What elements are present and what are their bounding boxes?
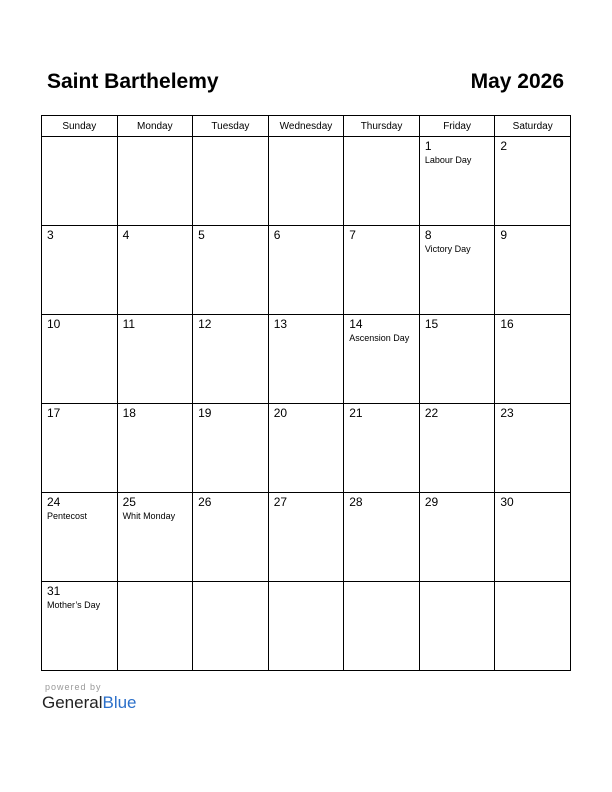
week-row: [42, 315, 571, 404]
day-cell-content: [420, 493, 495, 509]
week-row: [42, 404, 571, 493]
day-number: 7: [349, 228, 356, 242]
empty-day-cell: [344, 582, 420, 671]
day-number: 10: [47, 317, 61, 331]
holiday-label: Pentecost: [47, 511, 88, 521]
day-cell-content: [193, 226, 268, 242]
day-cell: [42, 404, 118, 493]
day-number: 1: [424, 139, 432, 153]
day-number: 29: [424, 495, 439, 509]
day-cell: [268, 493, 344, 582]
day-number: 31: [47, 584, 61, 598]
day-cell-content: [42, 137, 117, 140]
day-cell-content: [495, 493, 570, 509]
day-cell: [495, 315, 571, 404]
empty-day-cell: [42, 137, 118, 226]
day-number: 24: [47, 495, 61, 509]
day-cell: [193, 493, 269, 582]
day-number: 15: [424, 317, 439, 331]
empty-day-cell: [193, 137, 269, 226]
day-cell: [268, 226, 344, 315]
day-cell: [495, 226, 571, 315]
day-cell-content: [269, 315, 344, 331]
empty-day-cell: [268, 137, 344, 226]
day-cell: [268, 404, 344, 493]
day-cell-content: [193, 137, 268, 140]
day-number: 11: [122, 317, 136, 331]
day-number: 28: [349, 495, 363, 509]
day-cell-content: [42, 226, 117, 242]
weekday-tuesday: Tuesday: [193, 116, 269, 137]
week-row: [42, 493, 571, 582]
day-cell: [419, 493, 495, 582]
day-cell: [42, 315, 118, 404]
day-number: 25: [122, 495, 136, 509]
day-cell-content: [495, 315, 570, 331]
day-cell-content: [269, 404, 344, 420]
day-cell: [193, 404, 269, 493]
day-cell: [495, 404, 571, 493]
day-number: 18: [122, 406, 136, 420]
day-number: 17: [47, 406, 61, 420]
day-cell-content: [42, 582, 117, 612]
day-cell-content: [344, 315, 419, 345]
day-number: 20: [273, 406, 288, 420]
day-cell: [117, 404, 193, 493]
day-cell: [419, 226, 495, 315]
day-number: 26: [198, 495, 212, 509]
day-cell-content: [420, 582, 495, 585]
day-cell: [419, 137, 495, 226]
day-cell-content: [118, 493, 193, 523]
empty-day-cell: [344, 137, 420, 226]
day-cell-content: [42, 404, 117, 420]
day-number: 3: [47, 228, 54, 242]
day-number: 30: [500, 495, 514, 509]
day-cell: [419, 404, 495, 493]
day-cell-content: [118, 137, 193, 140]
holiday-label: Victory Day: [424, 244, 471, 254]
weekday-sunday: Sunday: [42, 116, 118, 137]
day-number: 12: [198, 317, 212, 331]
weekday-header-row: [42, 116, 571, 137]
brand-general-text: General: [42, 693, 103, 712]
calendar-header: [42, 70, 570, 98]
day-cell-content: [269, 137, 344, 140]
powered-by-text: powered by: [45, 682, 102, 692]
day-cell-content: [344, 493, 419, 509]
day-cell: [344, 315, 420, 404]
day-cell-content: [420, 137, 495, 167]
brand-blue-text: Blue: [102, 693, 137, 712]
day-cell-content: [420, 315, 495, 331]
day-cell-content: [118, 226, 193, 242]
holiday-label: Whit Monday: [122, 511, 176, 521]
day-cell: [495, 137, 571, 226]
day-number: 27: [273, 495, 288, 509]
day-number: 14: [349, 317, 363, 331]
empty-day-cell: [193, 582, 269, 671]
day-number: 23: [500, 406, 514, 420]
weekday-wednesday: Wednesday: [268, 116, 344, 137]
day-cell-content: [269, 582, 344, 585]
day-number: 19: [198, 406, 212, 420]
holiday-label: Labour Day: [424, 155, 472, 165]
day-cell: [344, 493, 420, 582]
day-cell-content: [118, 315, 193, 331]
day-cell-content: [269, 493, 344, 509]
day-cell: [42, 493, 118, 582]
weekday-monday: Monday: [117, 116, 193, 137]
day-cell: [193, 226, 269, 315]
empty-day-cell: [268, 582, 344, 671]
day-number: 9: [500, 228, 508, 242]
day-cell-content: [495, 404, 570, 420]
day-cell-content: [193, 404, 268, 420]
day-cell-content: [118, 582, 193, 585]
day-cell-content: [344, 582, 419, 585]
region-title: Saint Barthelemy: [47, 70, 219, 93]
day-cell-content: [42, 315, 117, 331]
day-number: 21: [349, 406, 363, 420]
day-cell-content: [344, 137, 419, 140]
day-cell: [42, 226, 118, 315]
day-cell-content: [495, 137, 570, 153]
weekday-thursday: Thursday: [344, 116, 420, 137]
day-cell-content: [420, 404, 495, 420]
week-row: [42, 582, 571, 671]
day-cell-content: [344, 226, 419, 242]
day-number: 16: [500, 317, 514, 331]
day-cell: [117, 315, 193, 404]
day-cell: [42, 582, 118, 671]
day-number: 8: [424, 228, 432, 242]
day-cell-content: [420, 226, 495, 256]
calendar-grid: [41, 115, 571, 671]
empty-day-cell: [117, 137, 193, 226]
day-cell-content: [495, 226, 570, 242]
day-cell-content: [193, 493, 268, 509]
day-number: 5: [198, 228, 205, 242]
footer: [42, 682, 137, 713]
day-cell: [117, 493, 193, 582]
day-cell-content: [42, 493, 117, 523]
holiday-label: Ascension Day: [349, 333, 410, 343]
day-cell-content: [193, 315, 268, 331]
day-cell-content: [495, 582, 570, 585]
day-number: 13: [273, 317, 288, 331]
day-number: 6: [273, 228, 281, 242]
empty-day-cell: [419, 582, 495, 671]
day-cell: [419, 315, 495, 404]
holiday-label: Mother’s Day: [47, 600, 101, 610]
weekday-saturday: Saturday: [495, 116, 571, 137]
week-row: [42, 226, 571, 315]
generalblue-logo[interactable]: [42, 693, 137, 713]
day-number: 4: [122, 228, 130, 242]
day-cell: [495, 493, 571, 582]
empty-day-cell: [117, 582, 193, 671]
weekday-friday: Friday: [419, 116, 495, 137]
day-cell-content: [344, 404, 419, 420]
day-cell-content: [193, 582, 268, 585]
day-cell-content: [269, 226, 344, 242]
calendar-body: [42, 137, 571, 671]
day-cell: [344, 226, 420, 315]
empty-day-cell: [495, 582, 571, 671]
day-cell: [193, 315, 269, 404]
week-row: [42, 137, 571, 226]
day-cell: [268, 315, 344, 404]
month-year-title: May 2026: [470, 70, 564, 93]
day-cell: [344, 404, 420, 493]
day-cell: [117, 226, 193, 315]
day-number: 2: [500, 139, 508, 153]
day-cell-content: [118, 404, 193, 420]
day-number: 22: [424, 406, 439, 420]
